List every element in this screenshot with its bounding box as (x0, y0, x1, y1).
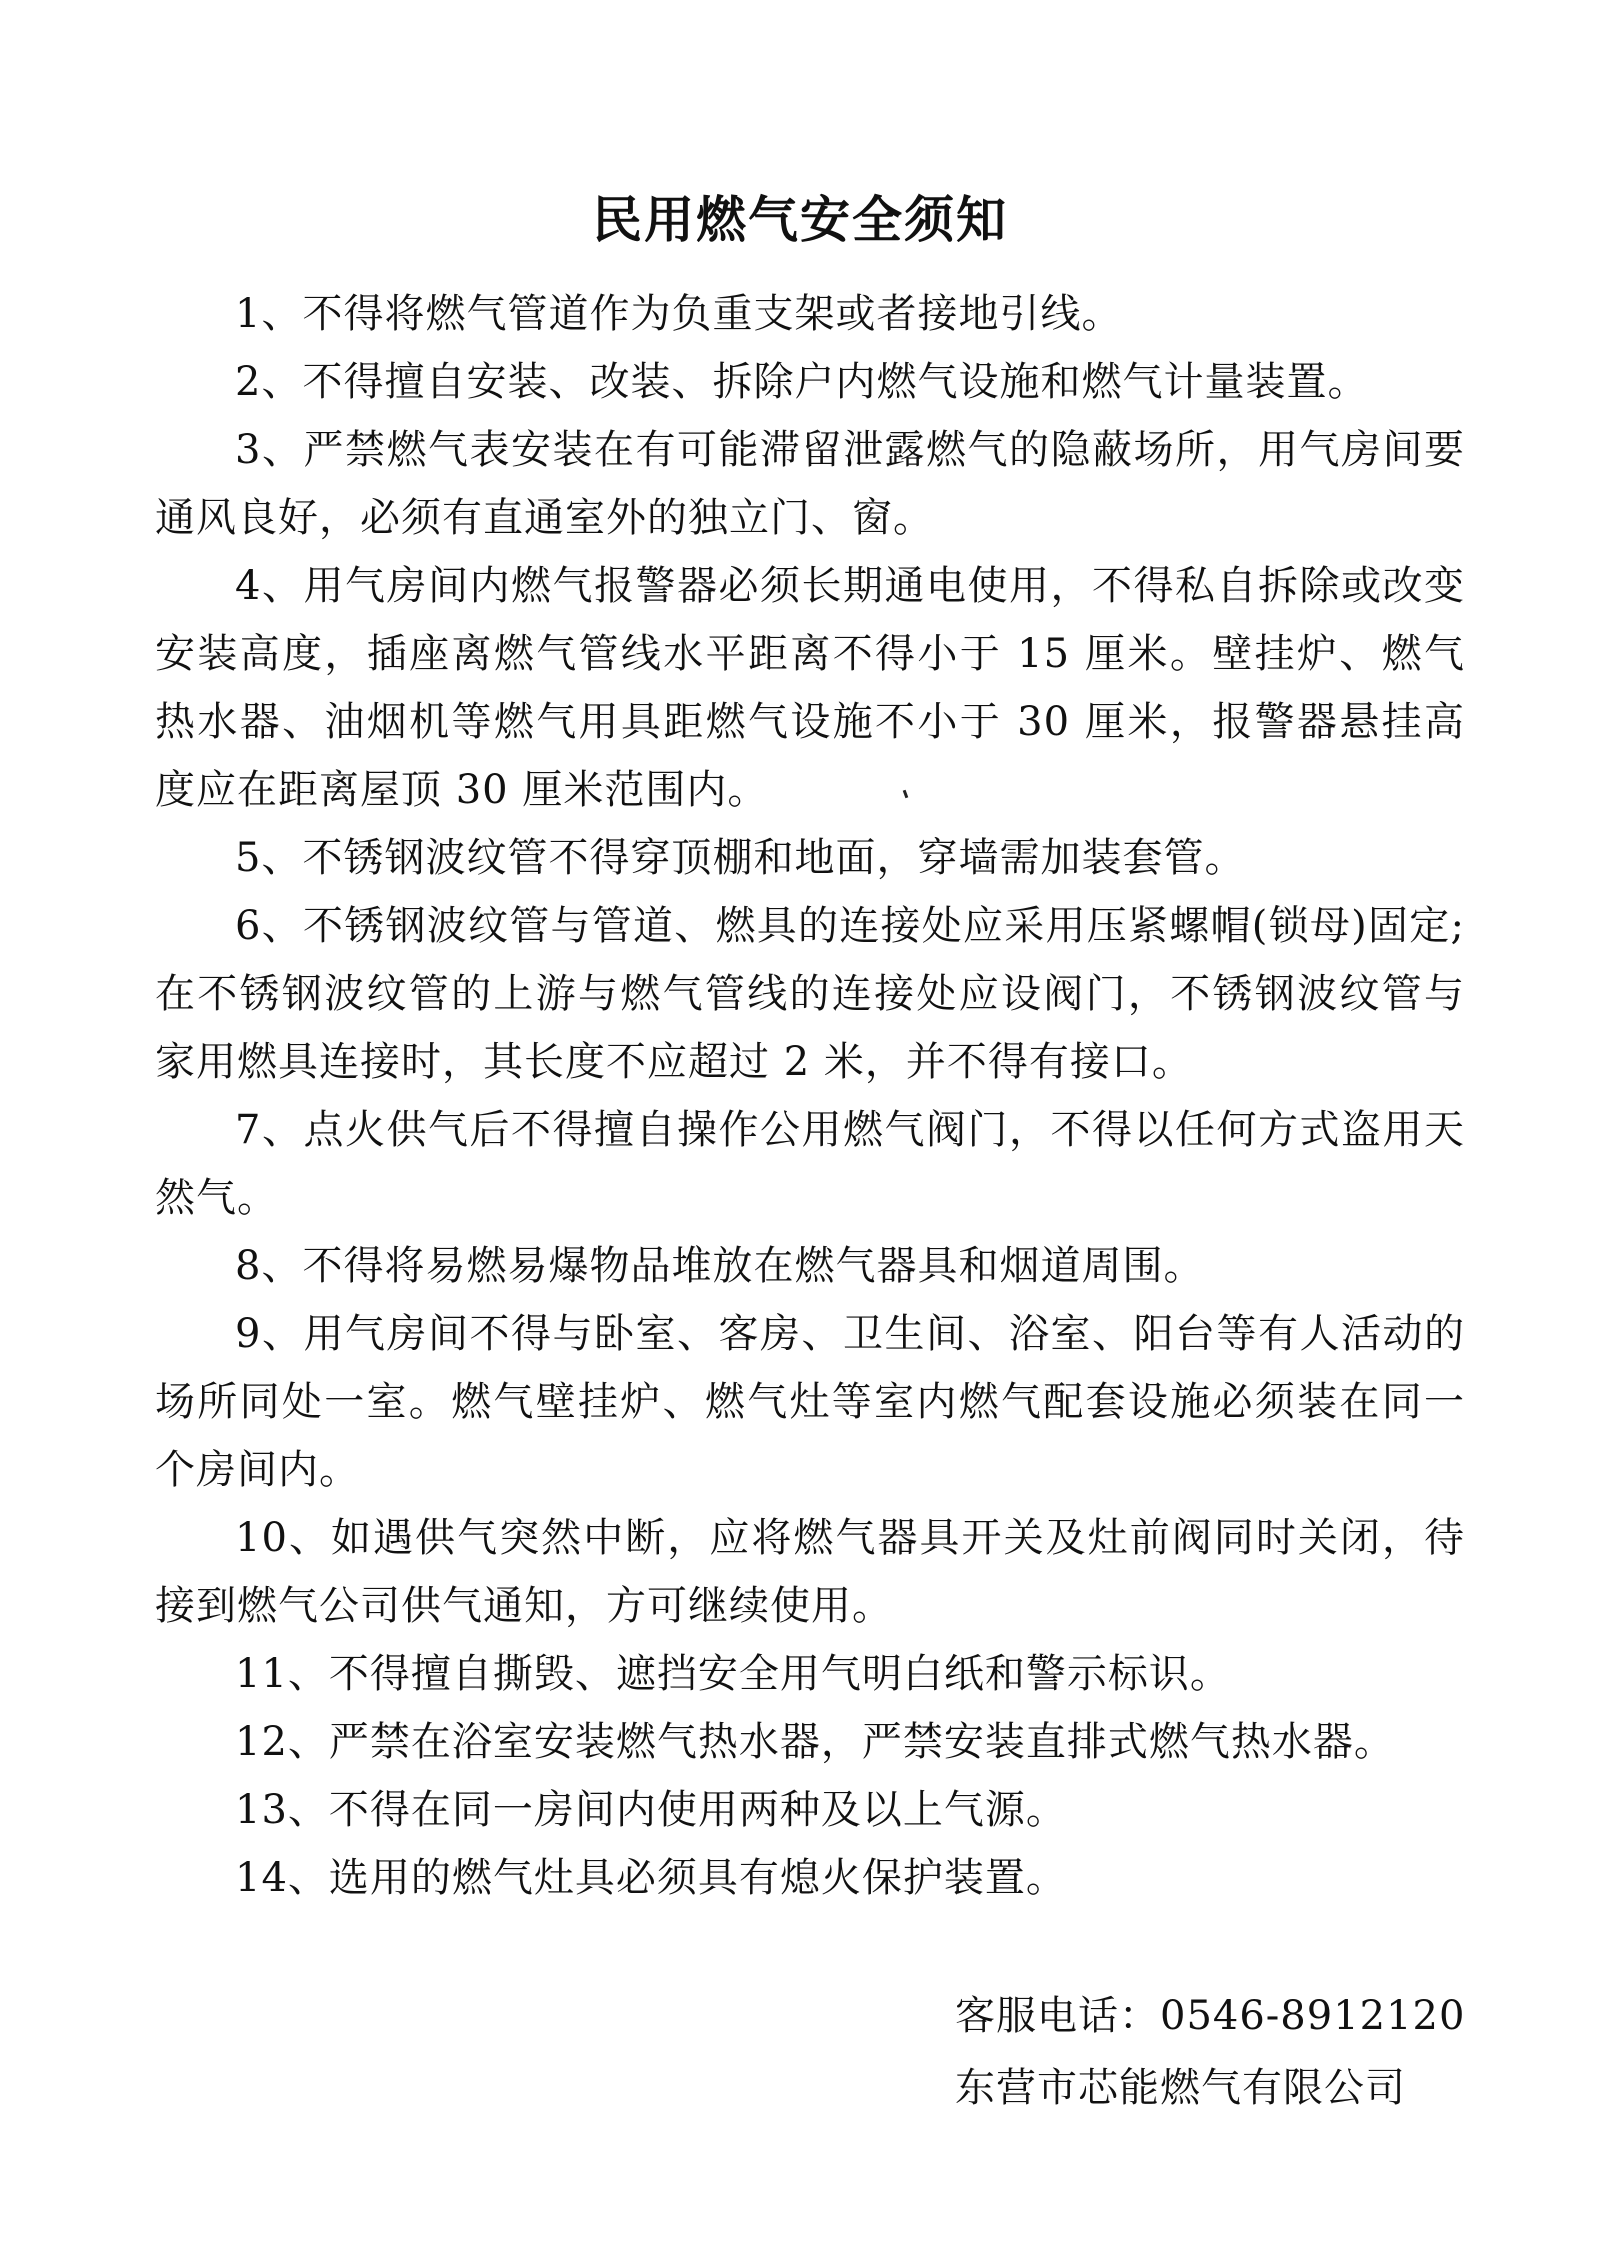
rule-item-6: 6、不锈钢波纹管与管道、燃具的连接处应采用压紧螺帽(锁母)固定;在不锈钢波纹管的上游与燃气管线的连接处应设阀门，不锈钢波纹管与家用燃具连接时，其长度不应超过 2 米，并不得有接口。 (155, 903, 1465, 1085)
rule-item-14: 14、选用的燃气灶具必须具有熄火保护装置。 (235, 1855, 1067, 1901)
rule-item-7: 7、点火供气后不得擅自操作公用燃气阀门，不得以任何方式盗用天然气。 (155, 1107, 1465, 1221)
rule-item-13: 13、不得在同一房间内使用两种及以上气源。 (235, 1787, 1067, 1833)
rule-item-1: 1、不得将燃气管道作为负重支架或者接地引线。 (235, 291, 1123, 337)
document-title: 民用燃气安全须知 (592, 190, 1008, 249)
rule-item-4: 4、用气房间内燃气报警器必须长期通电使用，不得私自拆除或改变安装高度，插座离燃气管线水平距离不得小于 15 厘米。壁挂炉、燃气热水器、油烟机等燃气用具距燃气设施不小于 30 厘米，报警器悬挂高度应在距离屋顶 30 厘米范围内。 (155, 563, 1465, 813)
company-name: 东营市芯能燃气有限公司 (955, 2065, 1406, 2111)
rule-item-8: 8、不得将易燃易爆物品堆放在燃气器具和烟道周围。 (235, 1243, 1205, 1289)
rule-item-9: 9、用气房间不得与卧室、客房、卫生间、浴室、阳台等有人活动的场所同处一室。燃气壁挂炉、燃气灶等室内燃气配套设施必须装在同一个房间内。 (155, 1311, 1465, 1493)
rule-item-2: 2、不得擅自安装、改装、拆除户内燃气设施和燃气计量装置。 (235, 359, 1369, 405)
rule-item-3: 3、严禁燃气表安装在有可能滞留泄露燃气的隐蔽场所，用气房间要通风良好，必须有直通室外的独立门、窗。 (155, 427, 1465, 541)
rule-item-12: 12、严禁在浴室安装燃气热水器，严禁安装直排式燃气热水器。 (235, 1719, 1395, 1765)
document-footer (955, 1980, 1475, 2124)
rule-item-10: 10、如遇供气突然中断，应将燃气器具开关及灶前阀同时关闭，待接到燃气公司供气通知，方可继续使用。 (155, 1515, 1465, 1629)
rule-item-11: 11、不得擅自撕毁、遮挡安全用气明白纸和警示标识。 (235, 1651, 1231, 1697)
rules-list (155, 280, 1465, 1912)
rule-item-5: 5、不锈钢波纹管不得穿顶棚和地面，穿墙需加装套管。 (235, 835, 1246, 881)
service-hotline: 客服电话：0546-8912120 (955, 1993, 1466, 2039)
